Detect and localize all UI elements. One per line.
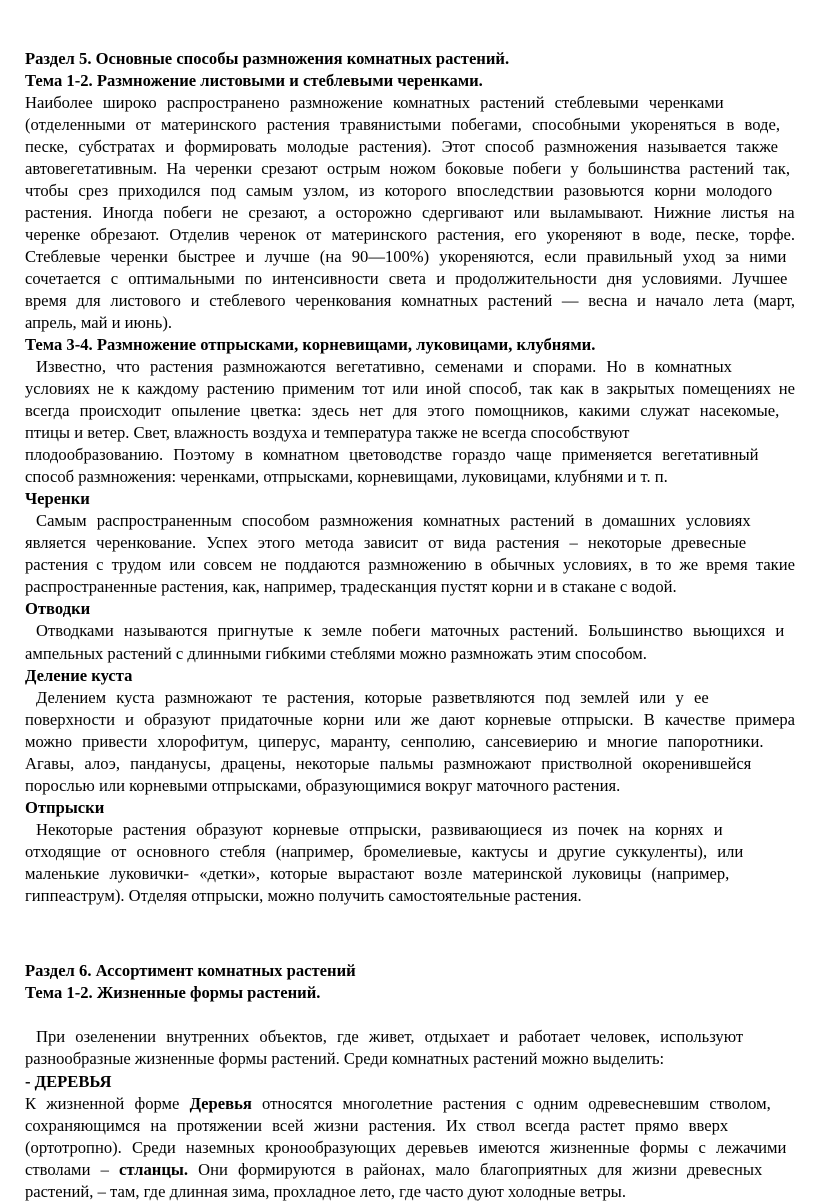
bold-text-run: Черенки xyxy=(25,489,90,508)
text-line xyxy=(25,598,90,621)
text-run: растений, – там, где длинная зима, прохладное лето, где часто дуют холодные ветры. xyxy=(25,1182,626,1201)
text-run: (ортотропно). Среди наземных кронообразующих деревьев имеются жизненные формы с лежачими xyxy=(25,1138,787,1157)
text-line xyxy=(36,356,732,379)
text-run: гиппеаструм). Отделяя отпрыски, можно получить самостоятельные растения. xyxy=(25,886,582,905)
text-run: является черенкование. Успех этого метода зависит от вида растения – некоторые древесные xyxy=(25,533,747,552)
text-run: сочетается с оптимальными по интенсивности света и продолжительности дня условиями. Лучшее xyxy=(25,269,788,288)
bold-text-run: Раздел 6. Ассортимент комнатных растений xyxy=(25,961,356,980)
text-run: Известно, что растения размножаются вегетативно, семенами и спорами. Но в комнатных xyxy=(36,357,732,376)
text-run: распространенные растения, как, например, традесканция пустят корни и в стакане с водой. xyxy=(25,577,677,596)
text-line xyxy=(25,982,320,1005)
text-run: отходящие от основного стебля (например, бромелиевые, кактусы и другие суккуленты), или xyxy=(25,842,744,861)
text-line xyxy=(25,960,356,983)
text-line xyxy=(25,753,751,776)
bold-text-run: Тема 1-2. Размножение листовыми и стеблевыми черенками. xyxy=(25,71,483,90)
text-line xyxy=(25,1181,626,1204)
text-run: Агавы, алоэ, панданусы, драцены, некоторые пальмы размножают пристволной окоренившейся xyxy=(25,754,752,773)
text-run: песке, субстратах и формировать молодые растения). Этот способ размножения называется также xyxy=(25,137,779,156)
text-run: ампельных растений с длинными гибкими стеблями можно размножать этим способом. xyxy=(25,644,647,663)
text-line xyxy=(25,1137,786,1160)
text-run: сохраняющимся на протяжении всей жизни растения. Их ствол всегда растет прямо вверх xyxy=(25,1116,729,1135)
text-line xyxy=(25,422,629,445)
text-run: Стеблевые черенки быстрее и лучше (на 90—100%) укореняются, если правильный уход за ними xyxy=(25,247,787,266)
text-run: К жизненной форме xyxy=(25,1094,190,1113)
bold-text-run: Раздел 5. Основные способы размножения комнатных растений. xyxy=(25,49,510,68)
text-line xyxy=(25,290,795,313)
text-run: При озеленении внутренних объектов, где живет, отдыхает и работает человек, используют xyxy=(36,1027,744,1046)
text-line xyxy=(25,224,795,247)
text-line xyxy=(25,180,772,203)
text-line xyxy=(25,665,132,688)
text-line xyxy=(36,620,784,643)
text-line xyxy=(36,819,723,842)
text-run: черенке обрезают. Отделив черенок от материнского растения, его укореняют в воде, песке, торфе. xyxy=(25,225,795,244)
text-line xyxy=(25,731,763,754)
text-line xyxy=(36,510,751,533)
text-line xyxy=(25,797,104,820)
text-run: способ размножения: черенками, отпрысками, корневищами, луковицами, клубнями и т. п. xyxy=(25,467,668,486)
text-line xyxy=(25,1093,771,1116)
text-line xyxy=(25,312,172,335)
text-line xyxy=(25,532,746,555)
text-run: маленькие луковички- «детки», которые вырастают возле материнской луковицы (например, xyxy=(25,864,730,883)
text-line xyxy=(25,334,595,357)
bold-text-run: стланцы. xyxy=(119,1160,188,1179)
bold-text-run: Деление куста xyxy=(25,666,133,685)
text-line xyxy=(36,1026,743,1049)
text-line xyxy=(25,1048,664,1071)
text-line xyxy=(25,246,786,269)
text-run: всегда происходит опыление цветка: здесь нет для этого помощников, какими служат насекомые, xyxy=(25,401,780,420)
text-line xyxy=(25,1159,762,1182)
bold-text-run: Отводки xyxy=(25,599,91,618)
text-run: относятся многолетние растения с одним одревесневшим стволом, xyxy=(251,1094,771,1113)
text-line xyxy=(25,202,795,225)
text-line xyxy=(25,70,483,93)
bold-text-run: - ДЕРЕВЬЯ xyxy=(25,1072,112,1091)
text-line xyxy=(25,841,743,864)
text-line xyxy=(25,576,677,599)
text-run: Самым распространенным способом размножения комнатных растений в домашних условиях xyxy=(36,511,751,530)
text-run: можно привести хлорофитум, циперус, маранту, сенполию, сансевиерию и многие папоротники. xyxy=(25,732,764,751)
text-line xyxy=(25,92,724,115)
text-run: порослью или корневыми отпрысками, образующимися вокруг маточного растения. xyxy=(25,776,621,795)
text-run: растения. Иногда побеги не срезают, а осторожно сдергивают или выламывают. Нижние листья на xyxy=(25,203,795,222)
text-run: условиях не к каждому растению применим тот или иной способ, так как в закрытых помещениях не xyxy=(25,379,795,398)
bold-text-run: Тема 1-2. Жизненные формы растений. xyxy=(25,983,321,1002)
text-line xyxy=(25,444,759,467)
text-run: птицы и ветер. Свет, влажность воздуха и температура также не всегда способствуют xyxy=(25,423,630,442)
text-run: поверхности и образуют придаточные корни или же дают корневые отпрыски. В качестве примера xyxy=(25,710,795,729)
bold-text-run: Отпрыски xyxy=(25,798,105,817)
text-run: Некоторые растения образуют корневые отпрыски, развивающиеся из почек на корнях и xyxy=(36,820,723,839)
text-line xyxy=(25,775,620,798)
text-line xyxy=(25,48,509,71)
text-line xyxy=(25,709,795,732)
text-run: Делением куста размножают те растения, которые разветвляются под землей или у ее xyxy=(36,688,709,707)
text-line xyxy=(25,114,780,137)
bold-text-run: Тема 3-4. Размножение отпрысками, корневищами, луковицами, клубнями. xyxy=(25,335,596,354)
text-run: растения с трудом или совсем не поддаются размножению в обычных условиях, в то же время такие xyxy=(25,555,795,574)
text-run: разнообразные жизненные формы растений. Среди комнатных растений можно выделить: xyxy=(25,1049,665,1068)
text-run: (отделенными от материнского растения травянистыми побегами, способными укореняться в воде, xyxy=(25,115,780,134)
text-run: Они формируются в районах, мало благоприятных для жизни древесных xyxy=(187,1160,763,1179)
text-run: апрель, май и июнь). xyxy=(25,313,173,332)
text-line xyxy=(25,268,787,291)
text-line xyxy=(36,687,709,710)
text-line xyxy=(25,1115,728,1138)
bold-text-run: Деревья xyxy=(189,1094,252,1113)
text-line xyxy=(25,643,647,666)
text-line xyxy=(25,466,668,489)
text-line xyxy=(25,885,582,908)
text-line xyxy=(25,400,779,423)
text-run: плодообразованию. Поэтому в комнатном цветоводстве гораздо чаще применяется вегетативный xyxy=(25,445,759,464)
text-line xyxy=(25,158,790,181)
text-line xyxy=(25,863,729,886)
text-line xyxy=(25,136,778,159)
text-line xyxy=(25,488,90,511)
text-line xyxy=(25,378,795,401)
text-line xyxy=(25,554,795,577)
text-run: время для листового и стеблевого черенкования комнатных растений — весна и начало лета (март, xyxy=(25,291,795,310)
text-run: автовегетативным. На черенки срезают острым ножом боковые побеги у большинства растений так, xyxy=(25,159,790,178)
text-run: стволами – xyxy=(25,1160,120,1179)
text-line xyxy=(25,1071,112,1094)
text-run: Наиболее широко распространено размножение комнатных растений стеблевыми черенками xyxy=(25,93,724,112)
text-run: чтобы срез приходился под самым узлом, из которого впоследствии разовьются корни молодого xyxy=(25,181,773,200)
text-run: Отводками называются пригнутые к земле побеги маточных растений. Большинство вьющихся и xyxy=(36,621,785,640)
